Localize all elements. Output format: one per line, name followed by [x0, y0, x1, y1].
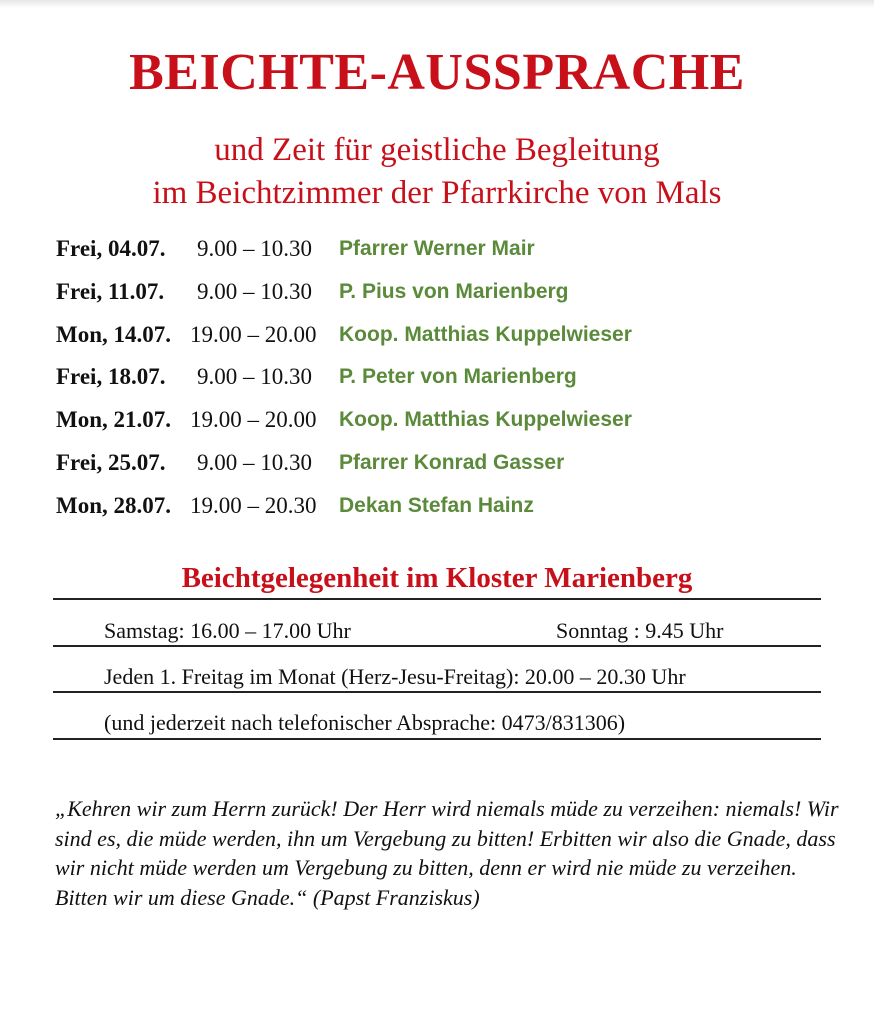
schedule-date: Frei, 25.07.	[56, 449, 166, 475]
monastery-heading: Beichtgelegenheit im Kloster Marienberg	[181, 562, 693, 594]
schedule-priest: Pfarrer Konrad Gasser	[339, 450, 565, 474]
saturday-hours: Samstag: 16.00 – 17.00 Uhr	[104, 618, 351, 643]
sunday-hours: Sonntag : 9.45 Uhr	[556, 618, 724, 643]
schedule-date: Mon, 21.07.	[56, 407, 171, 433]
top-edge-shadow	[0, 0, 874, 8]
schedule-row	[56, 486, 836, 529]
schedule-time: 19.00 – 20.30	[190, 492, 317, 518]
schedule-priest: Dekan Stefan Hainz	[339, 493, 534, 517]
confession-schedule	[56, 229, 836, 529]
schedule-time: 19.00 – 20.00	[190, 321, 317, 347]
schedule-row	[56, 315, 836, 358]
schedule-row	[56, 400, 836, 443]
schedule-date: Frei, 04.07.	[56, 236, 166, 261]
schedule-time: 9.00 – 10.30	[197, 449, 312, 475]
divider	[53, 691, 821, 693]
schedule-date: Frei, 11.07.	[56, 278, 165, 304]
schedule-row	[56, 229, 836, 272]
divider	[53, 738, 821, 740]
schedule-priest: P. Peter von Marienberg	[339, 365, 577, 389]
schedule-priest: Pfarrer Werner Mair	[339, 237, 535, 260]
schedule-date: Mon, 28.07.	[56, 492, 171, 518]
schedule-time: 9.00 – 10.30	[197, 278, 312, 304]
schedule-time: 9.00 – 10.30	[197, 236, 312, 261]
schedule-date: Mon, 14.07.	[56, 321, 171, 347]
first-friday-hours: Jeden 1. Freitag im Monat (Herz-Jesu-Freitag): 20.00 – 20.30 Uhr	[104, 664, 686, 689]
schedule-time: 9.00 – 10.30	[197, 364, 312, 390]
subtitle-line-1: und Zeit für geistliche Begleitung	[214, 132, 660, 168]
schedule-row	[56, 357, 836, 400]
divider	[53, 598, 821, 600]
pope-quote: „Kehren wir zum Herrn zurück! Der Herr wird niemals müde zu verzeihen: niemals! Wir sind es, die müde werden, ihn um Vergebung zu bitten! Erbitten wir also die Gnade, dass wir nicht müde werden um Vergebung zu bitten, denn er wird nie müde zu verzeihen. Bitten wir um diese Gnade.“ (Papst Franziskus)	[55, 796, 839, 910]
divider	[53, 645, 821, 647]
phone-note: (und jederzeit nach telefonischer Absprache: 0473/831306)	[104, 710, 626, 735]
schedule-priest: P. Pius von Marienberg	[339, 279, 569, 303]
schedule-row	[56, 443, 836, 486]
subtitle-line-2: im Beichtzimmer der Pfarrkirche von Mals	[152, 175, 722, 211]
schedule-priest: Koop. Matthias Kuppelwieser	[339, 408, 632, 432]
schedule-date: Frei, 18.07.	[56, 364, 166, 390]
schedule-time: 19.00 – 20.00	[190, 407, 317, 433]
schedule-row	[56, 272, 836, 315]
page-title: BEICHTE-AUSSPRACHE	[129, 44, 745, 101]
schedule-priest: Koop. Matthias Kuppelwieser	[339, 322, 632, 346]
